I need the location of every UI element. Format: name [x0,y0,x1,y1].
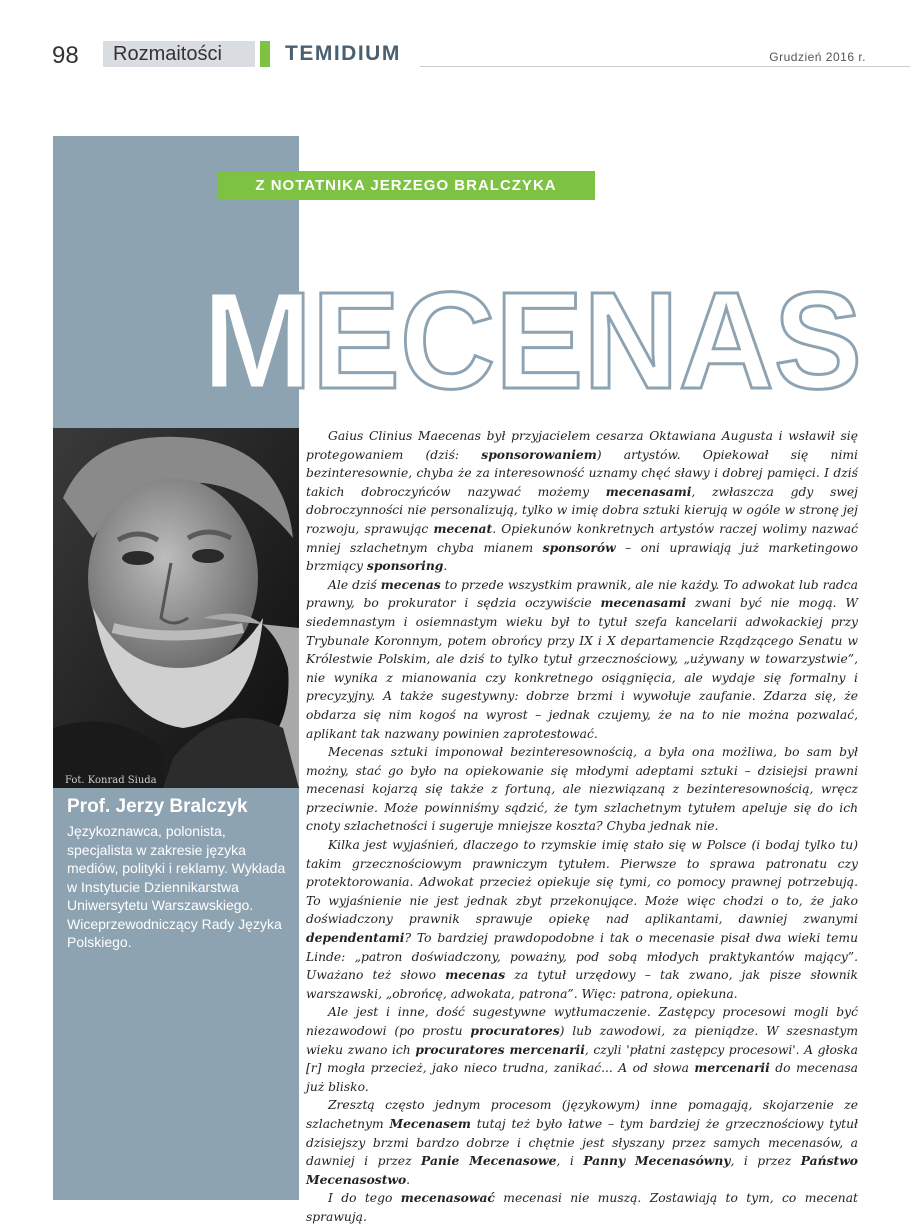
section-accent-bar [260,41,270,67]
emphasized-term: mecenasami [605,483,692,499]
paragraph-text: , zwłaszcza gdy swej dobroczynności nie personalizują, tylko w imię dobra sztuki kierują w ogóle w stronę jej rozwoju, sprawując [306,484,858,536]
paragraph-text: . Opiekunów konkretnych artystów raczej wolimy nazwać mniej szlachetnym chyba mianem [306,521,858,555]
photo-credit: Fot. Konrad Siuda [65,775,157,786]
article-paragraph [306,1189,858,1226]
emphasized-term: sponsoring [366,558,444,574]
article-paragraph [306,836,858,1003]
paragraph-text: Kilka jest wyjaśnień, dlaczego to rzymskie imię stało się w Polsce (i bodaj tylko tu) takim grzecznościowym prawniczym tytułem. Pierwsze to sprawa patronatu czy protektorowania. Adwokat przecież opiekuje się tymi, co pomocy prawnej potrzebują. To wyjaśnienie nie jest jednak zbyt przekonujące. Może więc chodzi o to, że jako doświadczony prawnik sprawuje opiekę nad aplikantami, dawniej zwanymi [306,838,858,927]
paragraph-text: Ale jest i inne, dość sugestywne wytłumaczenie. Zastępcy procesowi mogli być niezawodowi (po prostu [306,1005,858,1038]
header-rule [420,66,910,67]
paragraph-text: ? To bardziej prawdopodobne i tak o mecenasie pisał dwa wieki temu Linde: „patron doświadczony, poważny, pod sobą młodych praktykantów mający”. Uważano też słowo [306,931,858,983]
emphasized-term: procuratores [470,1023,560,1038]
emphasized-term: sponsorów [542,539,616,555]
paragraph-text: tutaj też było łatwe – tym bardziej że grzecznościowy tytuł dzisiejszy brzmi bardzo dobrze i chętnie jest słyszany przez samych mecenasów, a dawniej i przez [306,1116,859,1169]
author-bio: Językoznawca, polonista, specjalista w zakresie języka mediów, polityki i reklamy. Wykłada w Instytucie Dziennikarstwa Uniwersytetu Warszawskiego. Wiceprzewodniczący Rady Języka Polskiego. [67,823,286,950]
paragraph-text: , czyli 'płatni zastępcy procesowi'. A głoska [r] mogła przecież, jako nieco trudna, zanikać... A od słowa [306,1042,859,1076]
emphasized-term: Mecenasem [389,1115,471,1131]
paragraph-text: . [443,559,448,574]
paragraph-text: I do tego [328,1191,401,1206]
author-photo [53,428,299,788]
article-paragraph [306,576,858,743]
emphasized-term: mercenarii [694,1060,770,1076]
page-number: 98 [52,42,79,69]
section-label: Rozmaitości [103,41,255,67]
magazine-title: TEMIDIUM [285,42,401,65]
emphasized-term: dependentami [306,930,405,946]
paragraph-text: Ale dziś [328,577,381,592]
paragraph-text: ) artystów. Opiekował się nimi bezinteresownie, chyba że za interesowność uznamy chęć sławy i dobrej pamięci. I dziś takich dobroczyńców nazywać możemy [306,447,858,499]
paragraph-text: Gaius Clinius Maecenas był przyjacielem cesarza Oktawiana Augusta i wsławił się protegowaniem (dziś: [306,429,858,462]
emphasized-term: mecenas [380,576,441,592]
paragraph-text: zwani być nie mogą. W siedemnastym i osiemnastym wieku był to tytuł szefa kancelarii adwokackiej przy Trybunale Koronnym, potem obrońcy przy IX i X departamencie Rządzącego Senatu w Królestwie Polskim, ale dziś to tylko tytuł grzecznościowy, „używany w towarzystwie”, nie wynika z mianowania czy konkretnego osiągnięcia, ale wydaje się formalny i precyzyjny. A także sugestywny: dobrze brzmi i wywołuje zaufanie. Zdarza się, że obdarza się nim kogoś na wyrost – jednak czujemy, że na to nie można pozwalać, aplikant tak nazwany powinien zaprotestować. [306,596,858,741]
emphasized-term: mecenasami [600,595,687,611]
portrait-image [53,428,299,788]
paragraph-text: to przede wszystkim prawnik, ale nie każdy. To adwokat lub radca prawny, bo prokurator i sędzia oczywiście [306,577,858,611]
issue-date: Grudzień 2016 r. [769,50,866,64]
article-paragraph [306,427,858,576]
article-paragraph [306,1003,858,1096]
paragraph-text: Mecenas sztuki imponował bezinteresownością, a była ona możliwa, bo sam był możny, stać go było na opiekowanie się młodymi adeptami sztuki – dzisiejsi prawni mecenasi kojarzą się także z fortuną, ale niezwiązaną z bezinteresownością, wręcz przeciwnie. Może powinniśmy sądzić, że tym szlachetnym tytułem apeluje się do ich cnoty szlachetności i sugeruje mniejsze koszta? Chyba jednak nie. [306,745,858,834]
emphasized-term: mecenat [433,520,493,536]
paragraph-text: do mecenasa już blisko. [306,1061,858,1094]
paragraph-text: mecenasi nie muszą. Zostawiają to tym, co mecenat sprawują. [306,1191,858,1224]
paragraph-text: Zresztą często jednym procesom (językowym) inne pomagają, skojarzenie ze szlachetnym [306,1098,858,1131]
emphasized-term: Panie Mecenasowe [421,1153,557,1169]
emphasized-term: procuratores mercenarii [415,1041,585,1057]
emphasized-term: Państwo Mecenasostwo [306,1153,858,1187]
headline-text: MECENAS [202,276,862,406]
column-kicker: Z NOTATNIKA JERZEGO BRALCZYKA [217,171,595,200]
paragraph-text: – oni uprawiają już marketingowo brzmiący [306,540,858,574]
paragraph-text: ) lub zawodowi, za pieniądze. W szesnastym wieku zwano ich [306,1024,858,1057]
emphasized-term: sponsorowaniem [481,446,597,462]
paragraph-text: , i przez [730,1154,801,1169]
article-headline [200,276,865,406]
article-paragraph [306,743,858,836]
paragraph-text: za tytuł urzędowy – tak zwano, jak pisze słownik warszawski, „obrońcę, adwokata, patrona”. Więc: patrona, opiekuna. [306,968,858,1001]
emphasized-term: Panny Mecenasówny [583,1153,731,1169]
paragraph-text: . [406,1172,411,1187]
paragraph-text: , i [556,1154,584,1169]
author-name: Prof. Jerzy Bralczyk [67,796,248,817]
emphasized-term: mecenas [445,967,506,983]
article-body [306,427,858,1227]
article-paragraph [306,1096,858,1189]
emphasized-term: mecenasować [400,1190,495,1206]
